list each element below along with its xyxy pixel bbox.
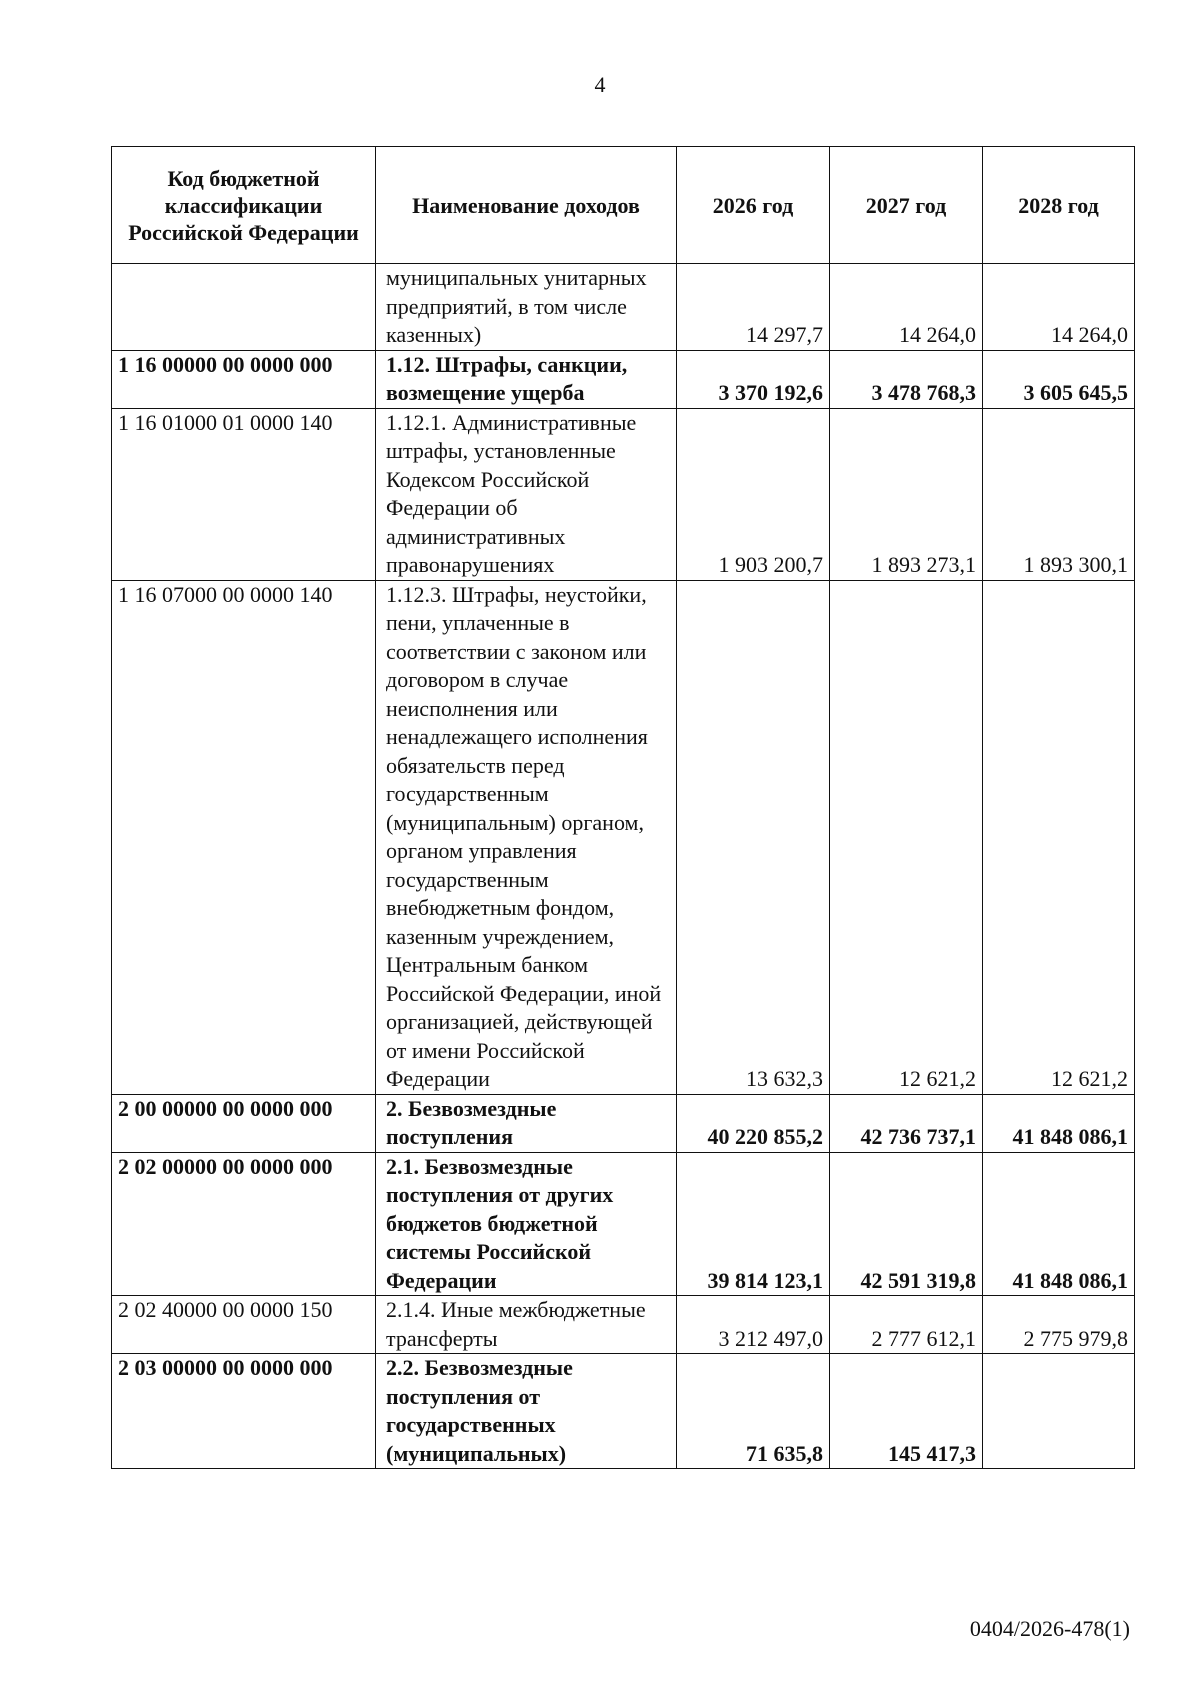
row-code <box>112 264 376 351</box>
row-value-2027: 14 264,0 <box>830 264 983 351</box>
row-value-2026: 3 212 497,0 <box>677 1296 830 1354</box>
row-value-2028: 14 264,0 <box>983 264 1135 351</box>
table-row <box>112 350 1135 408</box>
row-code: 1 16 01000 01 0000 140 <box>112 408 376 580</box>
row-value-2026: 13 632,3 <box>677 580 830 1094</box>
table-row <box>112 408 1135 580</box>
row-name: 2. Безвозмездные поступления <box>376 1094 677 1152</box>
row-value-2028: 41 848 086,1 <box>983 1094 1135 1152</box>
row-name: 2.1. Безвозмездные поступления от других бюджетов бюджетной системы Российской Федерации <box>376 1152 677 1296</box>
row-value-2028: 12 621,2 <box>983 580 1135 1094</box>
row-code: 2 02 40000 00 0000 150 <box>112 1296 376 1354</box>
row-code: 1 16 07000 00 0000 140 <box>112 580 376 1094</box>
row-code: 1 16 00000 00 0000 000 <box>112 350 376 408</box>
row-value-2027: 2 777 612,1 <box>830 1296 983 1354</box>
row-value-2028: 41 848 086,1 <box>983 1152 1135 1296</box>
document-id: 0404/2026-478(1) <box>969 1616 1130 1641</box>
row-value-2028 <box>983 1354 1135 1469</box>
row-value-2027: 1 893 273,1 <box>830 408 983 580</box>
page-number: 4 <box>594 72 606 97</box>
row-code: 2 00 00000 00 0000 000 <box>112 1094 376 1152</box>
row-code: 2 02 00000 00 0000 000 <box>112 1152 376 1296</box>
row-value-2026: 39 814 123,1 <box>677 1152 830 1296</box>
table-row <box>112 580 1135 1094</box>
table-row <box>112 1152 1135 1296</box>
row-name: 2.1.4. Иные межбюджетные трансферты <box>376 1296 677 1354</box>
row-name: 1.12.1. Административные штрафы, установленные Кодексом Российской Федерации об административных правонарушениях <box>376 408 677 580</box>
row-value-2026: 40 220 855,2 <box>677 1094 830 1152</box>
row-code: 2 03 00000 00 0000 000 <box>112 1354 376 1469</box>
row-value-2028: 3 605 645,5 <box>983 350 1135 408</box>
row-value-2027: 3 478 768,3 <box>830 350 983 408</box>
row-value-2028: 2 775 979,8 <box>983 1296 1135 1354</box>
row-name: муниципальных унитарных предприятий, в том числе казенных) <box>376 264 677 351</box>
row-value-2026: 3 370 192,6 <box>677 350 830 408</box>
header-name: Наименование доходов <box>376 147 677 264</box>
row-value-2027: 42 591 319,8 <box>830 1152 983 1296</box>
row-value-2026: 71 635,8 <box>677 1354 830 1469</box>
table-row <box>112 1354 1135 1469</box>
row-name: 2.2. Безвозмездные поступления от государственных (муниципальных) <box>376 1354 677 1469</box>
row-value-2026: 14 297,7 <box>677 264 830 351</box>
row-name: 1.12.3. Штрафы, неустойки, пени, уплаченные в соответствии с законом или договором в случае неисполнения или ненадлежащего исполнения обязательств перед государственным (муниципальным) органом, органом управления государственным внебюджетным фондом, казенным учреждением, Центральным банком Российской Федерации, иной организацией, действующей от имени Российской Федерации <box>376 580 677 1094</box>
table-header-row <box>112 147 1135 264</box>
row-value-2028: 1 893 300,1 <box>983 408 1135 580</box>
header-2026: 2026 год <box>677 147 830 264</box>
table-row <box>112 1296 1135 1354</box>
header-2028: 2028 год <box>983 147 1135 264</box>
row-value-2026: 1 903 200,7 <box>677 408 830 580</box>
header-2027: 2027 год <box>830 147 983 264</box>
revenue-table <box>111 146 1135 1469</box>
header-code: Код бюджетной классификации Российской Федерации <box>112 147 376 264</box>
row-value-2027: 42 736 737,1 <box>830 1094 983 1152</box>
row-value-2027: 145 417,3 <box>830 1354 983 1469</box>
table-row <box>112 1094 1135 1152</box>
row-value-2027: 12 621,2 <box>830 580 983 1094</box>
table-row <box>112 264 1135 351</box>
row-name: 1.12. Штрафы, санкции, возмещение ущерба <box>376 350 677 408</box>
